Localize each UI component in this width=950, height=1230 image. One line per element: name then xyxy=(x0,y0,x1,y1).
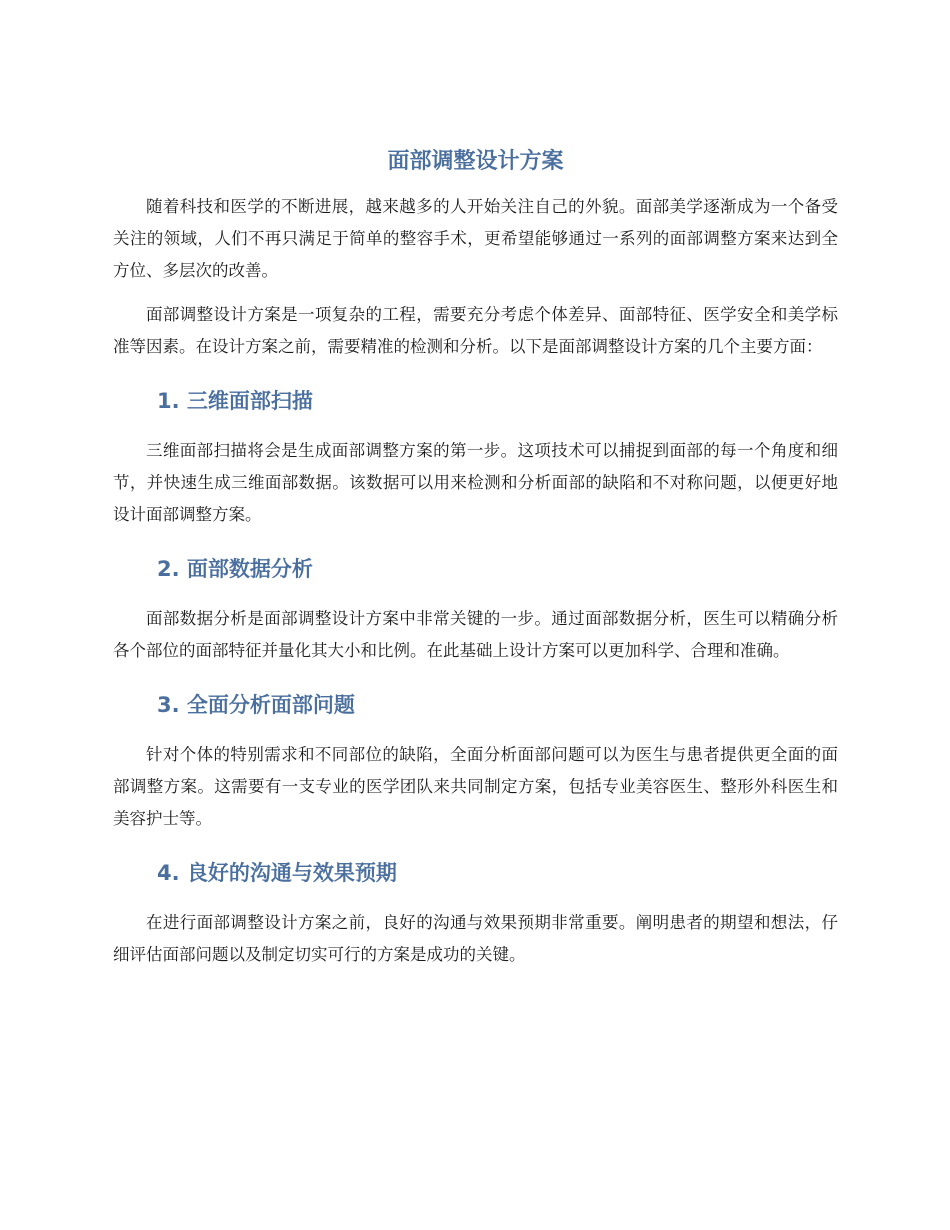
section-heading-data-analysis: 2. 面部数据分析 xyxy=(157,557,313,581)
intro-paragraph-1: 随着科技和医学的不断进展，越来越多的人开始关注自己的外貌。面部美学逐渐成为一个备受关注的领域，人们不再只满足于简单的整容手术，更希望能够通过一系列的面部调整方案来达到全方位、多层次的改善。 xyxy=(113,197,838,280)
section-body-communication: 在进行面部调整设计方案之前，良好的沟通与效果预期非常重要。阐明患者的期望和想法，仔细评估面部问题以及制定切实可行的方案是成功的关键。 xyxy=(113,913,838,964)
section-heading-problem-analysis: 3. 全面分析面部问题 xyxy=(157,693,355,717)
section-heading-scanning: 1. 三维面部扫描 xyxy=(157,389,313,413)
section-heading-communication: 4. 良好的沟通与效果预期 xyxy=(157,861,397,885)
intro-paragraph-2: 面部调整设计方案是一项复杂的工程，需要充分考虑个体差异、面部特征、医学安全和美学标准等因素。在设计方案之前，需要精准的检测和分析。以下是面部调整设计方案的几个主要方面： xyxy=(113,305,838,356)
section-body-data-analysis: 面部数据分析是面部调整设计方案中非常关键的一步。通过面部数据分析，医生可以精确分析各个部位的面部特征并量化其大小和比例。在此基础上设计方案可以更加科学、合理和准确。 xyxy=(113,609,838,660)
document-title: 面部调整设计方案 xyxy=(387,149,564,174)
section-body-scanning: 三维面部扫描将会是生成面部调整方案的第一步。这项技术可以捕捉到面部的每一个角度和细节，并快速生成三维面部数据。该数据可以用来检测和分析面部的缺陷和不对称问题，以便更好地设计面部调整方案。 xyxy=(113,441,838,524)
document-content xyxy=(113,145,838,971)
section-body-problem-analysis: 针对个体的特别需求和不同部位的缺陷，全面分析面部问题可以为医生与患者提供更全面的面部调整方案。这需要有一支专业的医学团队来共同制定方案，包括专业美容医生、整形外科医生和美容护士等。 xyxy=(113,745,838,828)
